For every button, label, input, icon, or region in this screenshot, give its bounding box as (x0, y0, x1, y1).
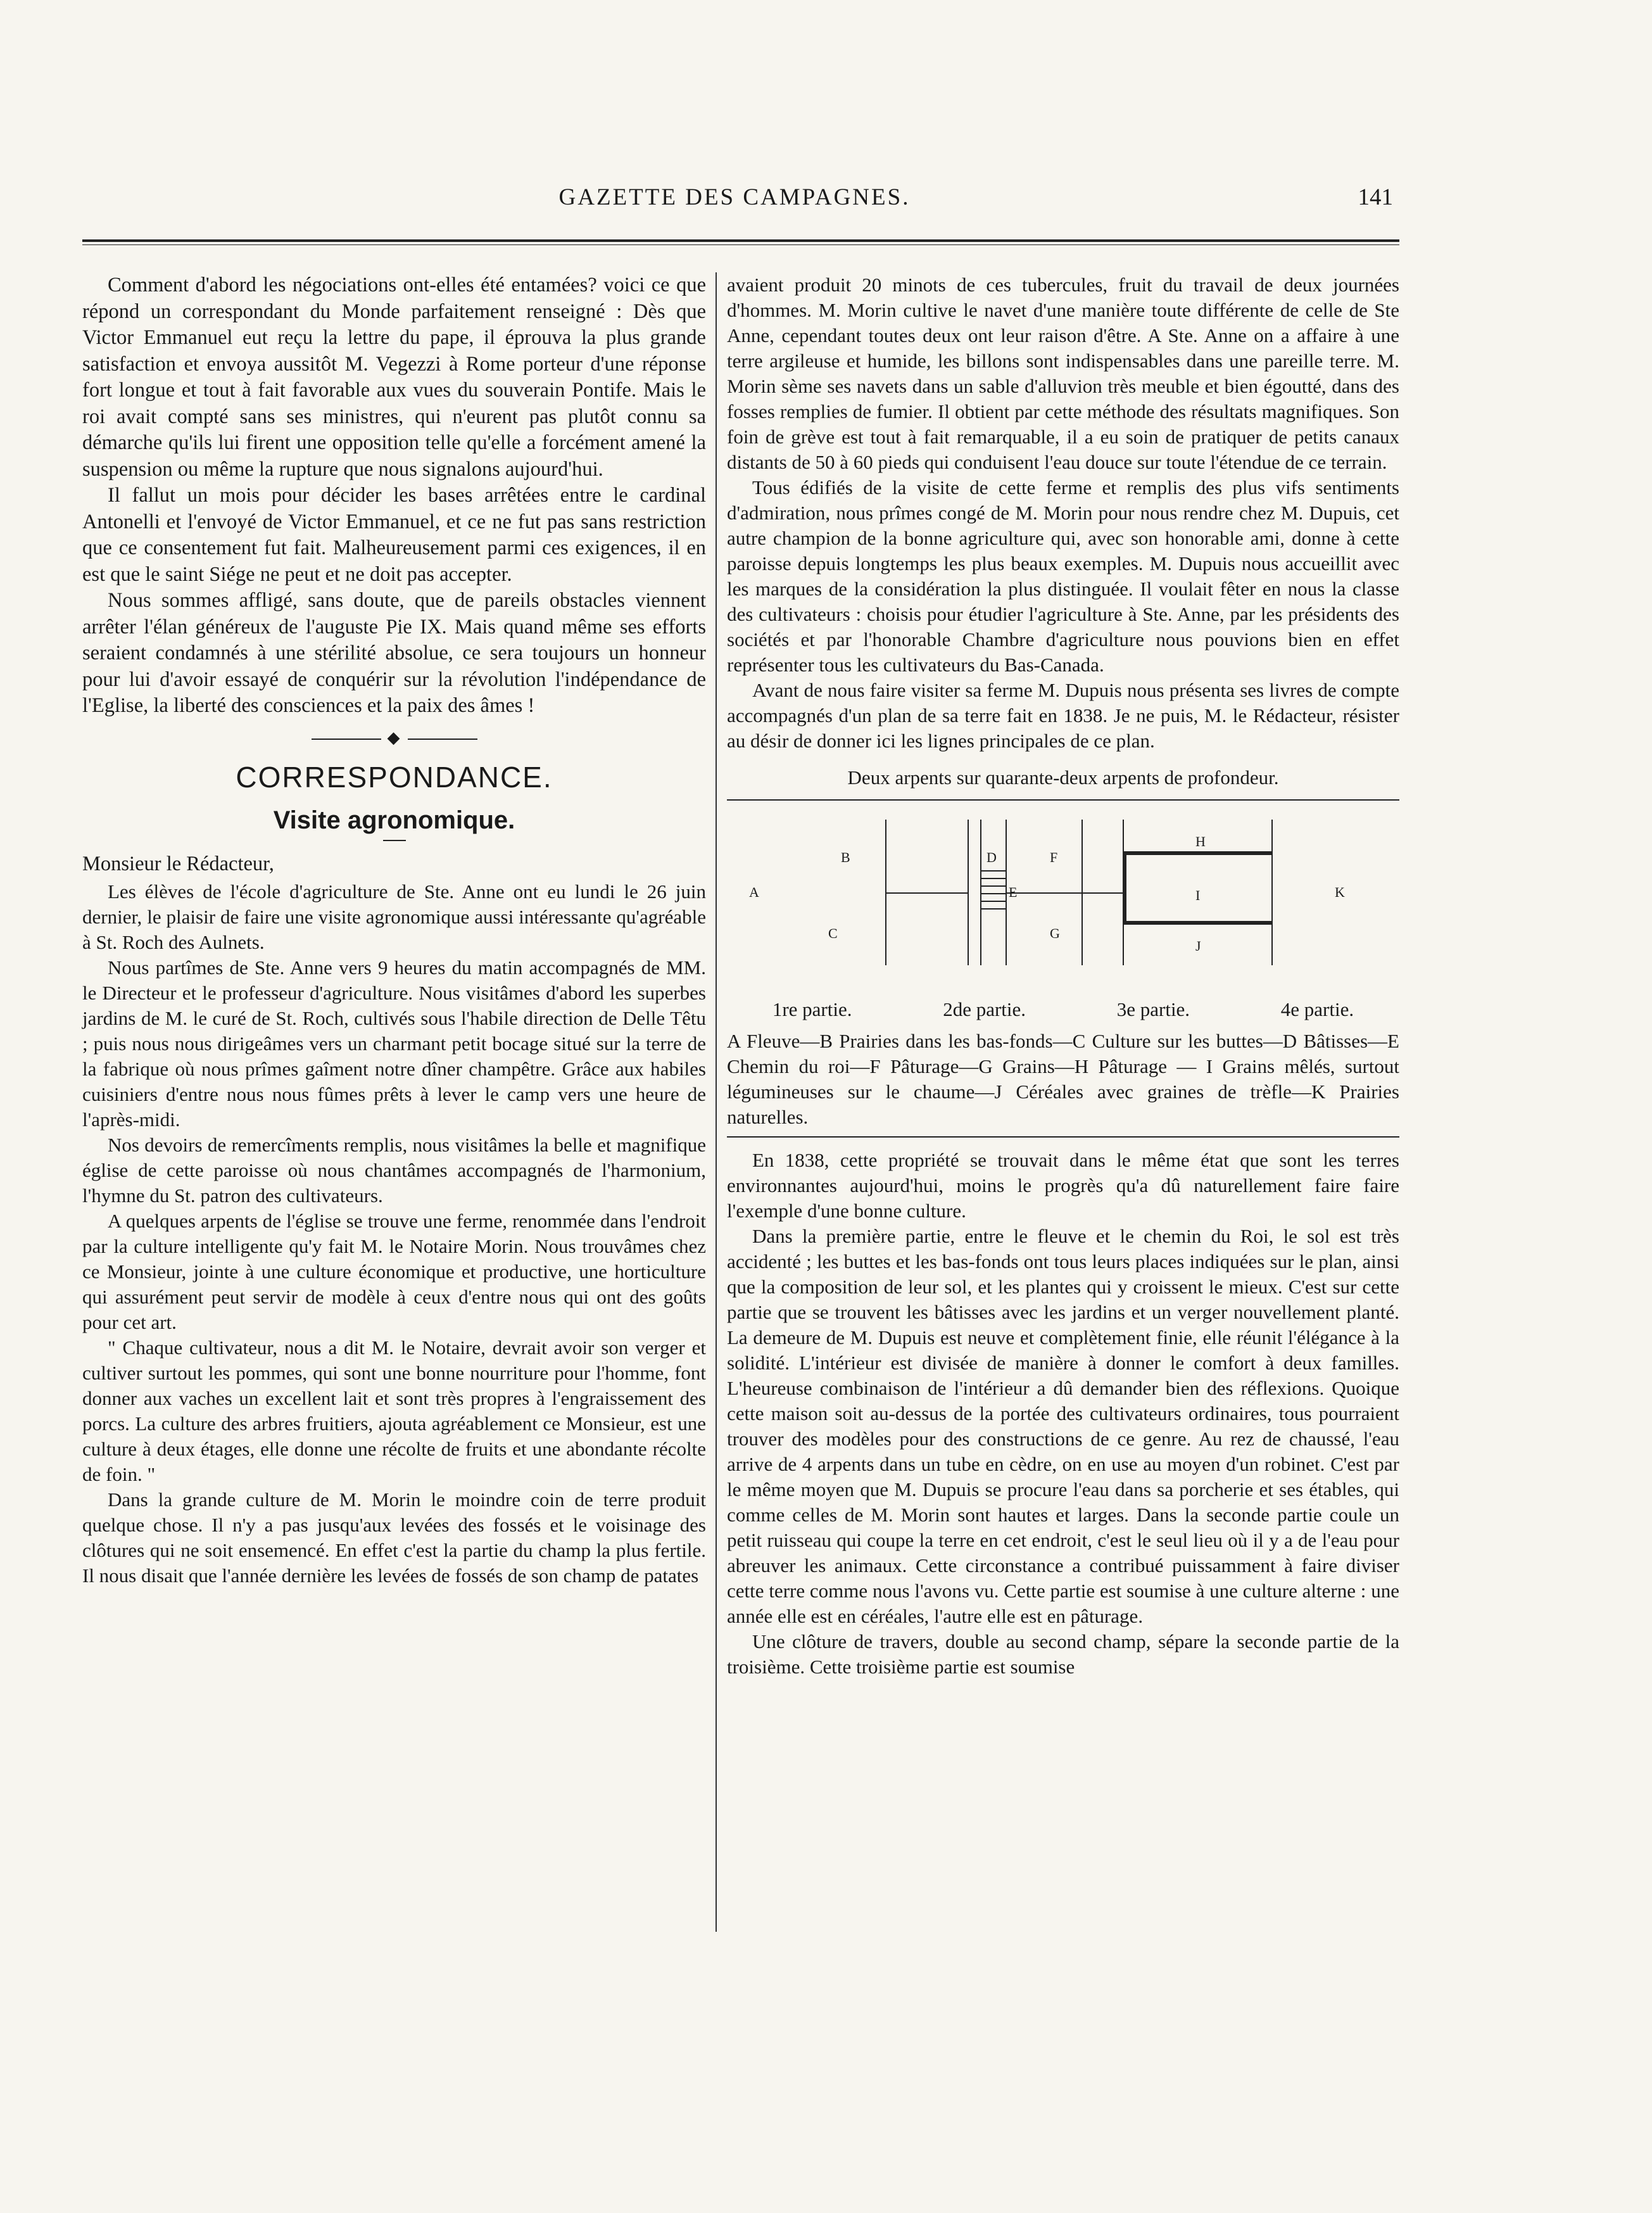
left-column (82, 272, 706, 1588)
paragraph: En 1838, cette propriété se trouvait dans le même état que sont les terres environnantes aujourd'hui, moins le progrès qu'a dû naturellement faire faire l'exemple d'une bonne culture. (727, 1149, 1399, 1222)
plan-label-h: H (1195, 834, 1206, 849)
column-divider (716, 272, 717, 1932)
paragraph: Avant de nous faire visiter sa ferme M. Dupuis nous présenta ses livres de compte accompagnés d'un plan de sa terre fait en 1838. Je ne puis, M. le Rédacteur, résister au désir de donner ici les lignes principales de ce plan. (727, 679, 1399, 752)
plan-caption: Deux arpents sur quarante-deux arpents de profondeur. (847, 766, 1279, 789)
plan-part-label: 2de partie. (943, 998, 1026, 1020)
paragraph: Tous édifiés de la visite de cette ferme et remplis des plus vifs sentiments d'admiration, nous prîmes congé de M. Morin pour nous rendre chez M. Dupuis, cet autre champion de la bonne agriculture qui, avec son honorable ami, donne à cette paroisse depuis longtemps les plus beaux exemples. M. Dupuis nous accueillit avec les marques de la considération la plus distinguée. Il voulait fêter en nous la classe des cultivateurs : choisis pour étudier l'agriculture à Ste. Anne, par les présidents des sociétés et par l'honorable Chambre d'agriculture nous pouvions bien en effet représenter tous les cultivateurs du Bas-Canada. (727, 476, 1399, 676)
right-column (727, 272, 1399, 1680)
plan-label-e: E (1009, 884, 1018, 900)
paragraph: Les élèves de l'école d'agriculture de Ste. Anne ont eu lundi le 26 juin dernier, le plaisir de faire une visite agronomique aussi intéressante qu'agréable à St. Roch des Aulnets. (82, 880, 706, 953)
paragraph: Comment d'abord les négociations ont-elles été entamées? voici ce que répond un correspondant du Monde parfaitement renseigné : Dès que Victor Emmanuel eut reçu la lettre du pape, il éprouva la plus grande satisfaction et envoya aussitôt M. Vegezzi à Rome porteur d'une réponse fort longue et tout à fait favorable aux vues du souverain Pontife. Mais le roi avait compté sans ses ministres, qui n'eurent pas plutôt connu sa démarche qu'ils lui firent une opposition telle qu'elle a forcément amené la suspension ou même la rupture que nous signalons aujourd'hui. (82, 274, 706, 481)
plan-parts-row (727, 997, 1399, 1022)
plan-label-a: A (749, 884, 759, 900)
paragraph: Nous partîmes de Ste. Anne vers 9 heures du matin accompagnés de MM. le Directeur et le professeur d'agriculture. Nous visitâmes d'abord les superbes jardins de M. le curé de St. Roch, cultivés sous l'habile direction de Delle Têtu ; puis nous nous dirigeâmes vers un charmant petit bocage situé sur la terre de la fabrique où nous prîmes gaîment notre dîner champêtre. Grâce aux habiles cuisiniers d'entre nous nous fûmes prêts à lever le camp vers une heure de l'après-midi. (82, 956, 706, 1131)
plan-label-f: F (1050, 849, 1058, 865)
journal-title: GAZETTE DES CAMPAGNES. (558, 184, 911, 210)
page-header (76, 184, 1393, 222)
article-subtitle: Visite agronomique. (273, 806, 515, 834)
plan-part-label: 4e partie. (1280, 998, 1354, 1020)
plan-label-g: G (1050, 925, 1060, 941)
plan-legend: A Fleuve—B Prairies dans les bas-fonds—C Culture sur les buttes—D Bâtisses—E Chemin du roi—F Pâturage—G Grains—H Pâturage — I Grains mêlés, surtout légumineuses sur le chaume—J Céréales avec graines de trèfle—K Prairies naturelles. (727, 1030, 1399, 1128)
paragraph: A quelques arpents de l'église se trouve une ferme, renommée dans l'endroit par la culture intelligente qu'y fait M. le Notaire Morin. Nous trouvâmes chez ce Monsieur, jointe à une culture économique et productive, une horticulture qui assurément peut servir de modèle à ceux d'entre nous qui ont des goûts pour cet art. (82, 1209, 706, 1333)
section-title: CORRESPONDANCE. (236, 761, 553, 794)
legend-rule (727, 1136, 1399, 1138)
paragraph: Dans la grande culture de M. Morin le moindre coin de terre produit quelque chose. Il n'y a pas jusqu'aux levées des fossés et le voisinage des clôtures qui ne soit ensemencé. En effet c'est la partie du champ la plus fertile. Il nous disait que l'année dernière les levées de fossés de son champ de patates (82, 1488, 706, 1587)
paragraph: avaient produit 20 minots de ces tubercules, fruit du travail de deux journées d'hommes. M. Morin cultive le navet d'une manière toute différente de celle de Ste Anne, cependant toutes deux ont leur raison d'être. A Ste. Anne on a affaire à une terre argileuse et humide, les billons sont indispensables dans une pareille terre. M. Morin sème ses navets dans un sable d'alluvion très meuble et bien égoutté, dans des fosses remplies de fumier. Il obtient par cette méthode des résultats magnifiques. Son foin de grève est tout à fait remarquable, il a eu soin de pratiquer de petits canaux distants de 50 à 60 pieds qui conduisent l'eau douce sur toute l'étendue de ce terrain. (727, 274, 1399, 473)
paragraph: Une clôture de travers, double au second champ, sépare la seconde partie de la troisième. Cette troisième partie est soumise (727, 1630, 1399, 1678)
plan-label-j: J (1195, 938, 1201, 954)
paragraph: " Chaque cultivateur, nous a dit M. le Notaire, devrait avoir son verger et cultiver surtout les pommes, qui sont une bonne nourriture pour l'homme, font donner aux vaches un excellent lait et sont très propres à l'engraissement des porcs. La culture des arbres fruitiers, ajouta agréablement ce Monsieur, est une culture à deux étages, elle donne une récolte de fruits et une abondante récolte de foin. " (82, 1336, 706, 1485)
plan-label-c: C (828, 925, 838, 941)
plan-label-k: K (1335, 884, 1345, 900)
salutation: Monsieur le Rédacteur, (82, 853, 274, 875)
page-number: 141 (1358, 184, 1393, 210)
plan-part-label: 3e partie. (1116, 998, 1190, 1020)
paragraph: Nous sommes affligé, sans doute, que de pareils obstacles viennent arrêter l'élan généreux de l'auguste Pie IX. Mais quand même ses efforts seraient condamnés à une stérilité absolue, ce sera toujours un honneur pour lui d'avoir essayé de conquérir sur la révolution l'indépendance de l'Eglise, la liberté des consciences et la paix des âmes ! (82, 589, 706, 717)
paragraph: Nos devoirs de remercîments remplis, nous visitâmes la belle et magnifique église de cette paroisse où nous chantâmes accompagnés de l'harmonium, l'hymne du St. patron des cultivateurs. (82, 1133, 706, 1207)
plan-part-label: 1re partie. (772, 998, 852, 1020)
paragraph: Il fallut un mois pour décider les bases arrêtées entre le cardinal Antonelli et l'envoyé de Victor Emmanuel, et ce ne fut pas sans restriction que ce consentement fut fait. Malheureusement parmi ces exigences, il en est que le saint Siége ne peut et ne doit pas accepter. (82, 484, 706, 586)
plan-label-d: D (987, 849, 997, 865)
section-ornament: ◆ (82, 725, 706, 751)
plan-label-i: I (1195, 887, 1201, 903)
farm-plan-diagram (727, 799, 1399, 991)
header-rule (82, 239, 1399, 245)
paragraph: Dans la première partie, entre le fleuve et le chemin du Roi, le sol est très accidenté ; les buttes et les bas-fonds ont tous leurs places indiquées sur le plan, ainsi que la composition de leur sol, et les plantes qui y croissent le mieux. C'est sur cette partie que se trouvent les bâtisses avec les jardins et un verger nouvellement planté. La demeure de M. Dupuis est neuve et complètement finie, elle réunit l'élégance à la solidité. L'intérieur est divisée de manière à donner le comfort à deux familles. L'heureuse combinaison de l'intérieur a dû demander bien des réflexions. Quoique cette maison soit au-dessus de la portée des cultivateurs ordinaires, tous pourraient trouver des modèles pour des constructions de ce genre. Au rez de chaussé, l'eau arrive de 4 arpents dans un tube en cèdre, on en use au moyen d'un robinet. C'est par le même moyen que M. Dupuis se procure l'eau dans sa porcherie et ses étables, qui comme celles de M. Morin sont hautes et larges. Dans la seconde partie coule un petit ruisseau qui coupe la terre en cet endroit, c'est le seul lieu où il y a de l'eau pour abreuver les animaux. Cette circonstance a contribué puissamment à faire diviser cette terre comme nous l'avons vu. Cette partie est soumise à une culture alterne : une année elle est en céréales, l'autre elle est en pâturage. (727, 1225, 1399, 1627)
short-rule (383, 840, 406, 841)
plan-label-b: B (841, 849, 850, 865)
